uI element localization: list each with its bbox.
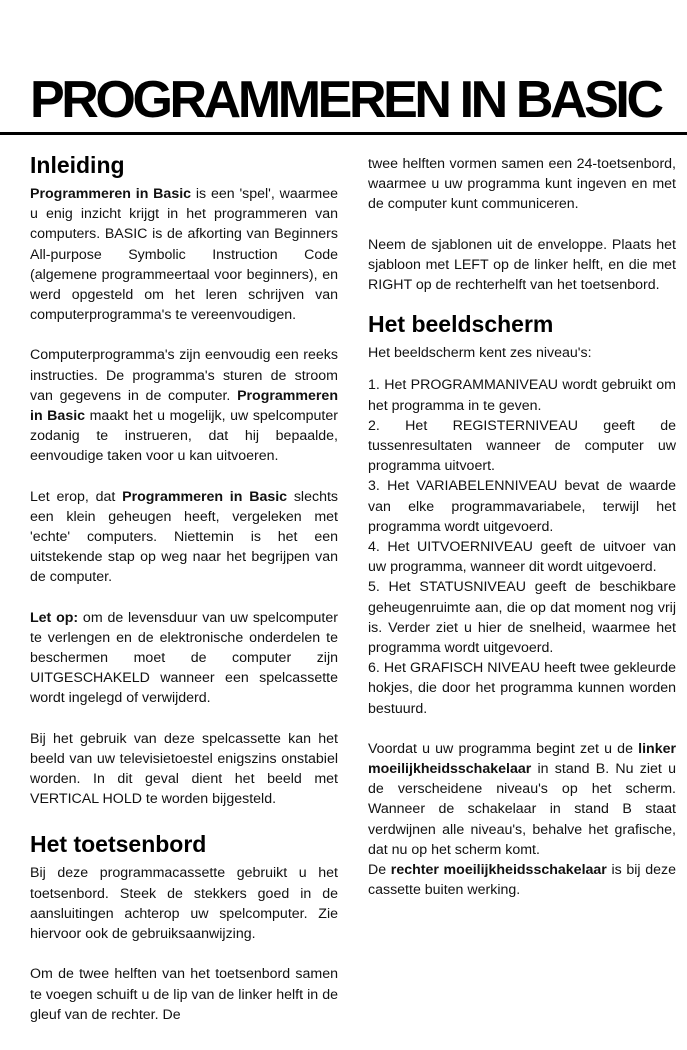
level-item-4: 4. Het UITVOERNIVEAU geeft de uitvoer van uw programma, wanneer dit wordt uitgevoerd. [368,539,676,576]
intro-p1-text: is een 'spel', waarmee u enig inzicht krijgt in het programmeren van computers. BASIC is de afkorting van Beginners All-purpose Symbolic Instruction Code (algemene programmeertaal voor beginners), en werd opgesteld om het leren schrijven van computerprogramma's te vereenvoudigen. [30,186,338,324]
level-item-5: 5. Het STATUSNIVEAU geeft de beschikbare geheugenruimte aan, die op dat moment nog vrij is. Verder ziet u hier de snelheid, waarmee het programma wordt uitgevoerd. [368,579,676,657]
level-item-3: 3. Het VARIABELENNIVEAU bevat de waarde van elke programmavariabele, terwijl het programma wordt uitgevoerd. [368,478,676,535]
intro-paragraph-3 [30,487,338,588]
intro-p1-bold: Programmeren in Basic [30,186,192,202]
keyboard-paragraph-2: Om de twee helften van het toetsenbord samen te voegen schuift u de lip van de linker helft in de gleuf van de rechter. De [30,966,338,1023]
keyboard-paragraph-3: Neem de sjablonen uit de enveloppe. Plaats het sjabloon met LEFT op de linker helft, en die met RIGHT op de rechterhelft van het toetsenbord. [368,236,676,294]
right-column [368,154,676,921]
keyboard-paragraph-2-continued: twee helften vormen samen een 24-toetsenbord, waarmee u uw programma kunt ingeven en met de computer kunt communiceren. [368,156,676,213]
intro-heading: Inleiding [30,152,125,178]
intro-p2-text-b: maakt het u mogelijk, uw spelcomputer zodanig te instrueren, dat hij bepaalde, eenvoudige taken voor u kan uitvoeren. [30,408,338,465]
page-title: PROGRAMMEREN IN BASIC [30,71,661,129]
switch-p2-bold: rechter moeilijkheidsschakelaar [390,862,607,879]
keyboard-heading: Het toetsenbord [30,831,207,858]
intro-p4-text: om de levensduur van uw spelcomputer te verlengen en de elektronische onderdelen te beschermen moet de computer zijn UITGESCHAKELD wanneer een spelcassette wordt ingelegd of verwijderd. [30,609,338,707]
intro-p3-text-a: Let erop, dat [30,488,123,505]
switch-p2-text-b: is bij deze cassette buiten werking. [368,862,676,899]
intro-paragraph-1 [30,184,338,325]
left-column [30,150,338,1025]
intro-p2-text-a: Computerprogramma's zijn eenvoudig een reeks instructies. De programma's sturen de stroom van gegevens in de computer. [30,347,338,404]
intro-p2-bold: Programmeren in Basic [30,387,338,425]
intro-paragraph-5: Bij het gebruik van deze spelcassette kan het beeld van uw televisietoestel enigszins onstabiel worden. In dit geval dient het beeld met VERTICAL HOLD te worden bijgesteld. [30,730,338,808]
keyboard-paragraph-1: Bij deze programmacassette gebruikt u het toetsenbord. Steek de stekkers goed in de aansluitingen achterop uw spelcomputer. Zie hiervoor ook de gebruiksaanwijzing. [30,865,338,943]
intro-paragraph-4 [30,608,338,709]
switch-p2-text-a: De [368,862,391,879]
intro-paragraph-2 [30,345,338,466]
intro-p4-bold: Let op: [30,609,79,626]
switch-paragraph-2 [368,860,676,900]
intro-p3-text-b: slechts een klein geheugen heeft, vergeleken met 'echte' computers. Niettemin is het een uitstekende stap op weg naar het begrijpen van de computer. [30,488,338,586]
switch-p1-text-b: in stand B. Nu ziet u de verscheidene niveau's op het scherm. Wanneer de schakelaar in stand B staat verdwijnen alle niveau's, behalve het grafische, dat nu op het scherm komt. [368,761,676,858]
switch-p1-text-a: Voordat u uw programma begint zet u de [368,740,639,757]
level-item-2: 2. Het REGISTERNIVEAU geeft de tussenresultaten wanneer de computer uw programma uitvoert. [368,417,676,475]
switch-p1-bold: linker moeilijkheidsschakelaar [368,740,676,778]
switch-paragraph-1 [368,739,676,860]
level-item-1: 1. Het PROGRAMMANIVEAU wordt gebruikt om het programma in te geven. [368,377,676,414]
level-item-6: 6. Het GRAFISCH NIVEAU heeft twee gekleurde hokjes, die door het programma kunnen worden bestuurd. [368,660,676,717]
title-divider [0,132,687,135]
screen-heading: Het beeldscherm [368,311,554,338]
screen-intro: Het beeldscherm kent zes niveau's: [368,345,592,362]
intro-p3-bold: Programmeren in Basic [122,488,288,505]
